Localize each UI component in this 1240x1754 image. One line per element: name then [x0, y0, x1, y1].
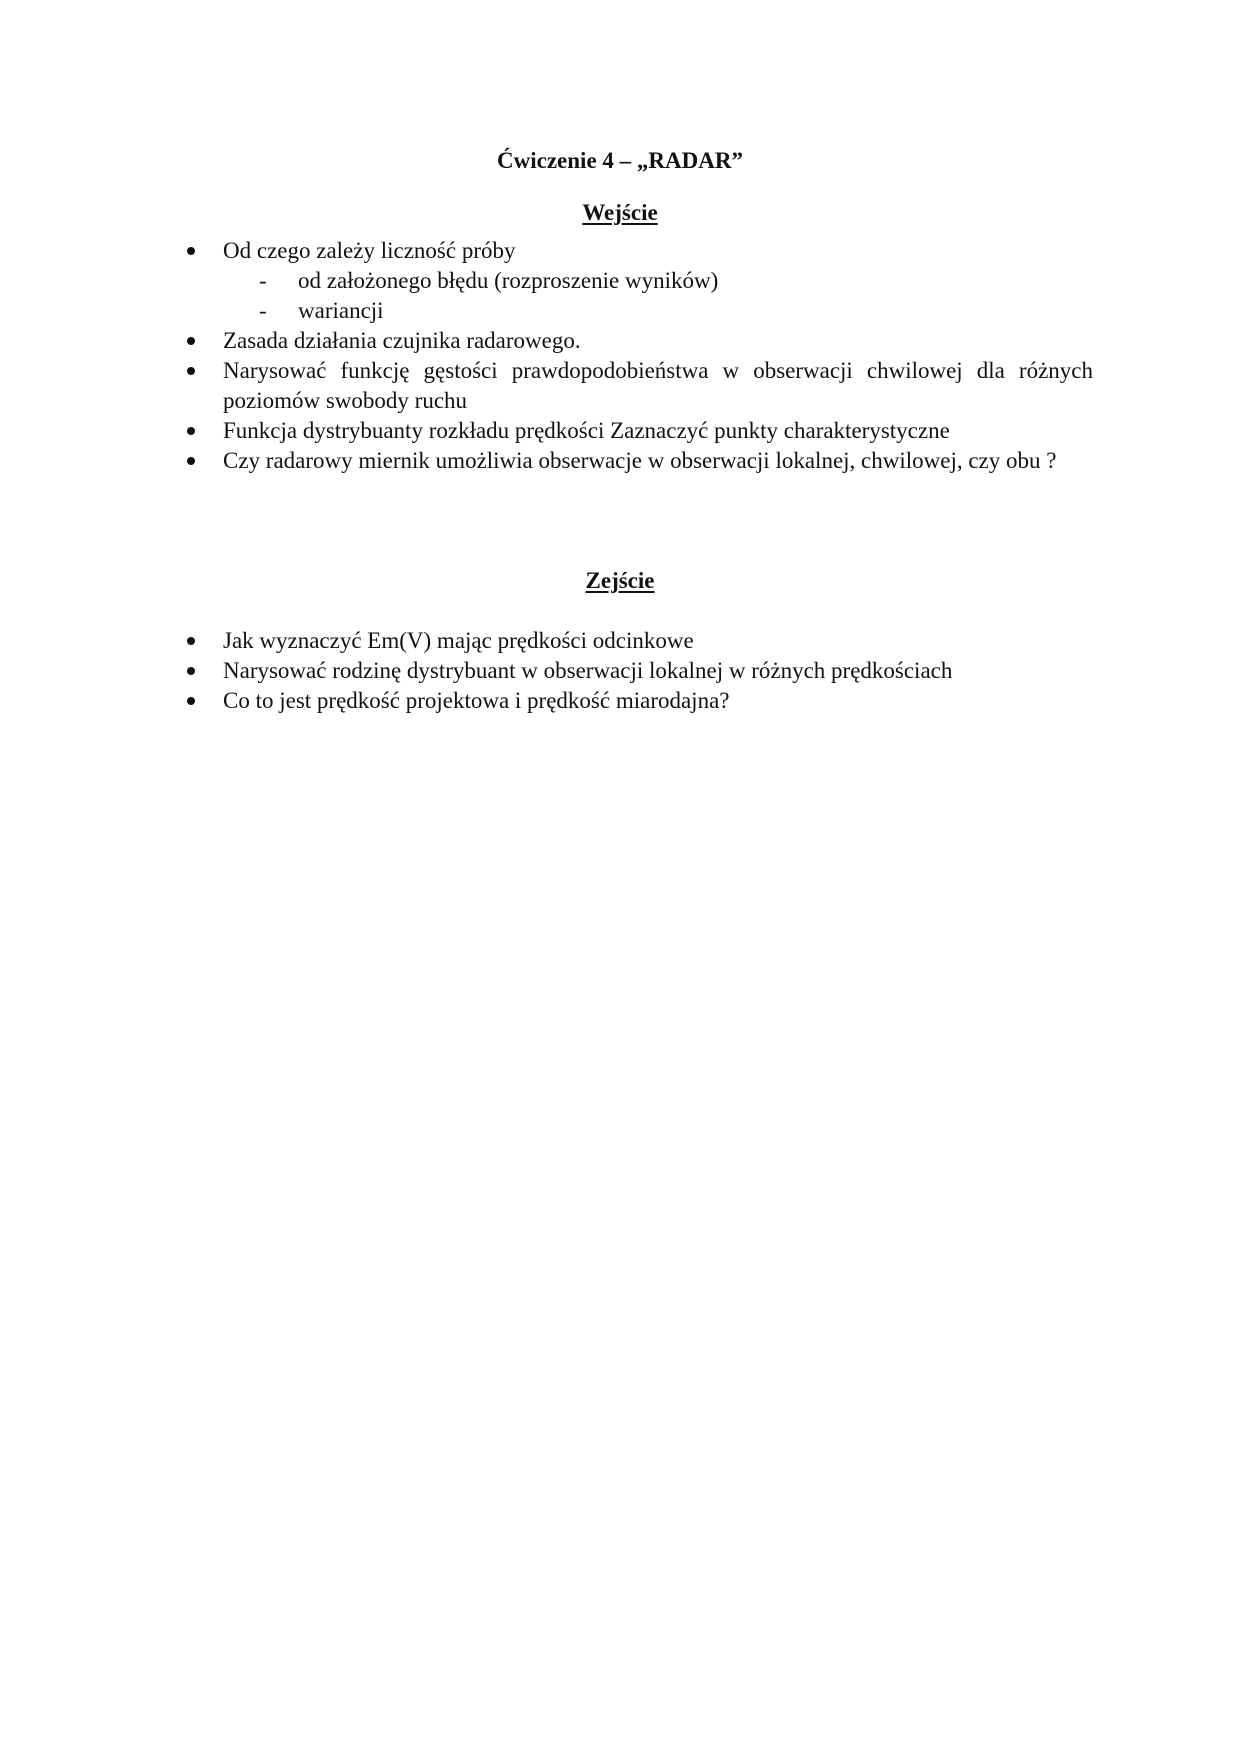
- section-heading-wejscie: Wejście: [582, 200, 658, 225]
- list-item: [0, 656, 1093, 686]
- bullet-icon: [187, 457, 195, 465]
- list-item-text: Funkcja dystrybuanty rozkładu prędkości Zaznaczyć punkty charakterystyczne: [223, 418, 950, 443]
- bullet-icon: [187, 367, 195, 375]
- sublist-item-text: wariancji: [298, 298, 384, 323]
- bullet-icon: [187, 427, 195, 435]
- list-item-text: Narysować funkcję gęstości prawdopodobieństwa w obserwacji chwilowej dla różnych poziomów swobody ruchu: [223, 358, 1093, 413]
- dash-icon: -: [259, 298, 267, 323]
- list-item: [0, 356, 1093, 416]
- dash-icon: -: [259, 268, 267, 293]
- sublist-item: [223, 296, 1093, 326]
- list-item: [0, 446, 1093, 476]
- bullet-icon: [187, 697, 195, 705]
- list-item-text: Zasada działania czujnika radarowego.: [223, 328, 581, 353]
- bullet-icon: [187, 247, 195, 255]
- list-item: [0, 626, 1093, 656]
- list-item: [0, 686, 1093, 716]
- bullet-icon: [187, 337, 195, 345]
- list-item: [0, 326, 1093, 356]
- sublist: [223, 266, 1093, 326]
- bullet-icon: [187, 637, 195, 645]
- section-list-zejscie: [0, 626, 1240, 716]
- list-item-text: Narysować rodzinę dystrybuant w obserwacji lokalnej w różnych prędkościach: [223, 658, 953, 683]
- list-item: [0, 236, 1093, 326]
- list-item-text: Jak wyznaczyć Em(V) mając prędkości odcinkowe: [223, 628, 694, 653]
- section-heading-zejscie: Zejście: [585, 568, 655, 593]
- list-item: [0, 416, 1093, 446]
- sublist-item-text: od założonego błędu (rozproszenie wyników): [298, 268, 719, 293]
- list-item-text: Od czego zależy liczność próby: [223, 238, 516, 263]
- document-title: Ćwiczenie 4 – „RADAR”: [497, 148, 743, 173]
- list-item-text: Czy radarowy miernik umożliwia obserwacje w obserwacji lokalnej, chwilowej, czy obu ?: [223, 448, 1057, 473]
- list-item-text: Co to jest prędkość projektowa i prędkość miarodajna?: [223, 688, 730, 713]
- sublist-item: [223, 266, 1093, 296]
- section-list-wejscie: [0, 236, 1240, 476]
- bullet-icon: [187, 667, 195, 675]
